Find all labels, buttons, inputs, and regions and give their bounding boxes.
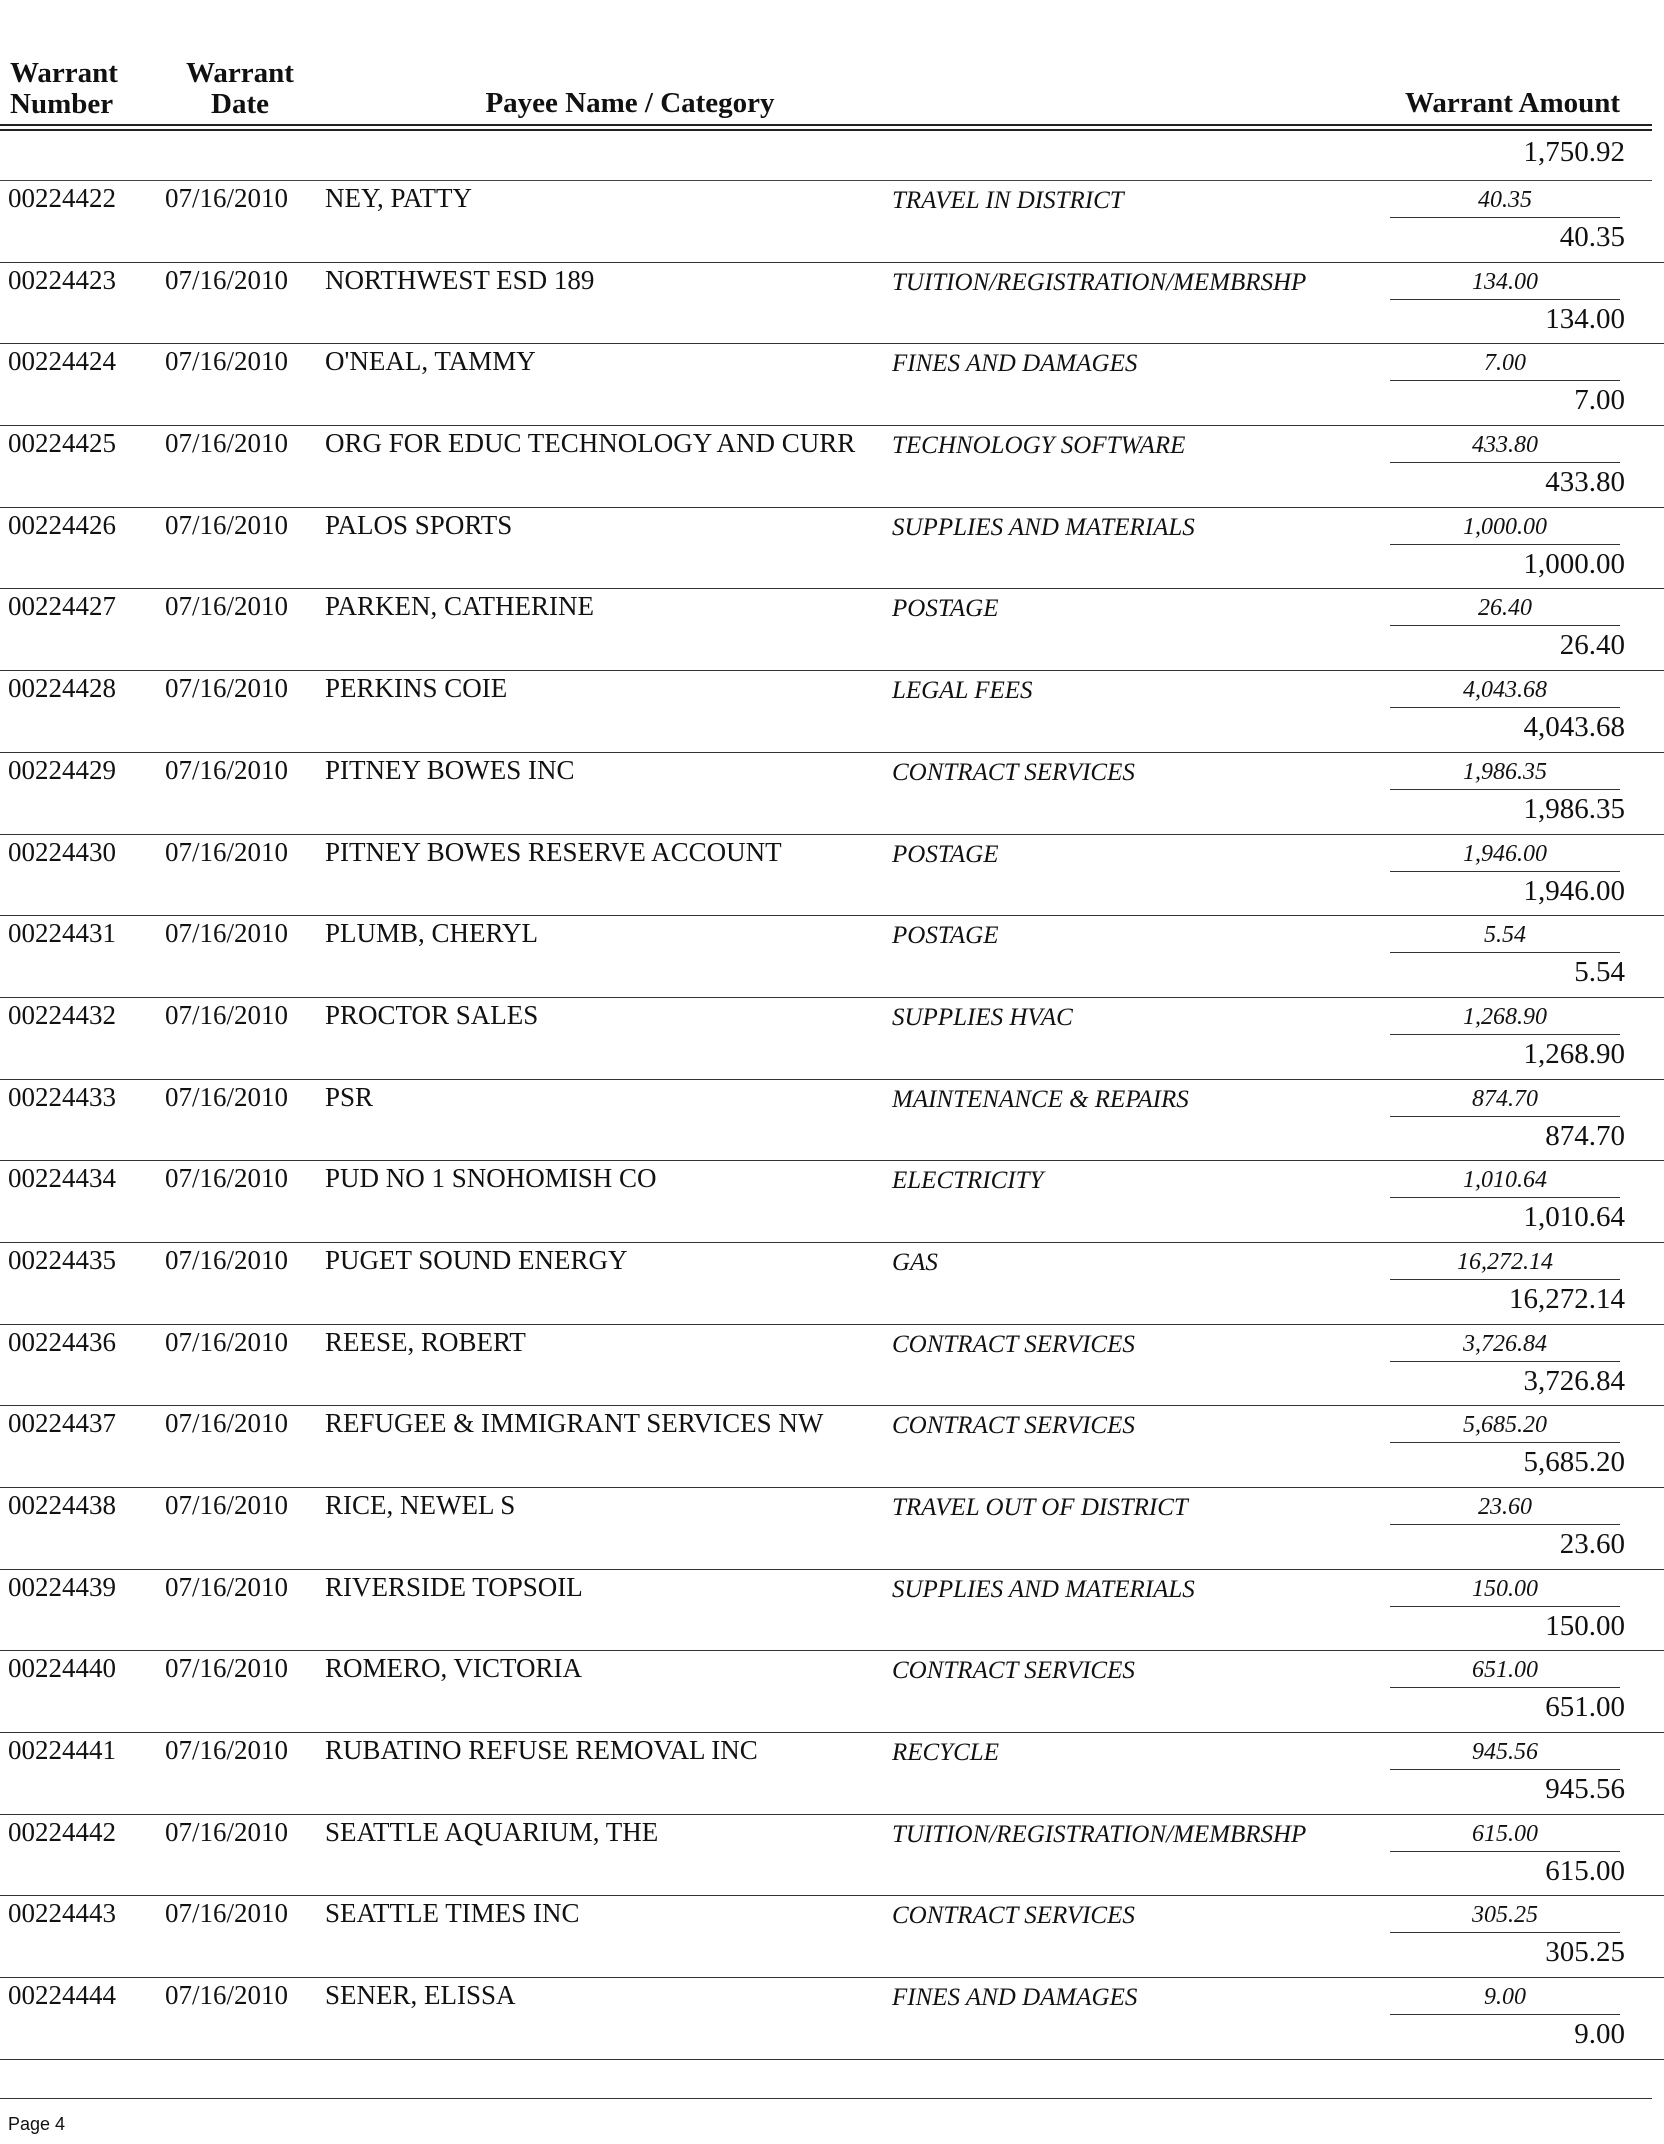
warrant-date: 07/16/2010 [165,1326,289,1357]
category: RECYCLE [892,1739,999,1767]
line-amount: 5.54 [1390,922,1620,953]
category: LEGAL FEES [892,677,1033,705]
line-amount: 433.80 [1390,432,1620,463]
warrant-number: 00224444 [8,1980,116,2011]
category: TRAVEL IN DISTRICT [892,187,1124,214]
table-row [0,181,1664,263]
table-row [0,1243,1664,1325]
table-row [0,1406,1664,1488]
warrant-number: 00224427 [8,591,116,622]
payee-name: REFUGEE & IMMIGRANT SERVICES NW [325,1408,824,1439]
table-row [0,1080,1664,1162]
warrant-date: 07/16/2010 [165,591,289,622]
payee-name: PITNEY BOWES INC [325,754,575,785]
table-row [0,1815,1664,1897]
payee-name: PUD NO 1 SNOHOMISH CO [325,1163,657,1194]
warrant-number: 00224422 [8,183,116,213]
header-double-rule [0,124,1652,131]
payee-name: RIVERSIDE TOPSOIL [325,1571,583,1602]
category: TRAVEL OUT OF DISTRICT [892,1494,1188,1521]
warrant-total: 1,946.00 [1523,874,1625,907]
line-amount: 16,272.14 [1390,1249,1620,1280]
warrant-number: 00224436 [8,1326,116,1357]
line-amount: 1,986.35 [1390,759,1620,790]
payee-name: SEATTLE AQUARIUM, THE [325,1816,659,1847]
table-row [0,1651,1664,1733]
column-header-payee: Payee Name / Category [485,87,775,119]
category: FINES AND DAMAGES [892,350,1138,378]
column-header-warrant-date-line1: Warrant [186,57,294,89]
payee-name: REESE, ROBERT [325,1326,526,1357]
line-amount: 1,946.00 [1390,841,1620,872]
warrant-total: 305.25 [1545,1936,1625,1969]
warrant-date: 07/16/2010 [165,754,289,785]
line-amount: 5,685.20 [1390,1412,1620,1443]
warrant-date: 07/16/2010 [165,673,289,704]
category: ELECTRICITY [892,1167,1044,1195]
payee-name: NORTHWEST ESD 189 [325,264,595,295]
table-row [0,1978,1664,2060]
report-header [0,0,1664,130]
warrant-date: 07/16/2010 [165,918,289,949]
warrant-total: 5,685.20 [1523,1446,1625,1479]
warrant-date: 07/16/2010 [165,1571,289,1602]
line-amount: 134.00 [1390,269,1620,300]
table-row [0,1325,1664,1407]
payee-name: PITNEY BOWES RESERVE ACCOUNT [325,836,782,867]
warrant-number: 00224438 [8,1490,116,1520]
line-amount: 945.56 [1390,1739,1620,1770]
payee-name: PARKEN, CATHERINE [325,591,595,622]
warrant-date: 07/16/2010 [165,428,289,459]
payee-name: PUGET SOUND ENERGY [325,1244,628,1275]
line-amount: 1,000.00 [1390,514,1620,545]
warrant-number: 00224443 [8,1898,116,1929]
column-header-warrant-number [10,58,150,120]
warrant-number: 00224430 [8,836,116,867]
warrant-total: 7.00 [1574,384,1625,417]
warrant-number: 00224431 [8,918,116,949]
warrant-total: 9.00 [1574,2018,1625,2051]
warrant-date: 07/16/2010 [165,1980,289,2011]
warrant-number: 00224423 [8,264,116,295]
warrant-total: 16,272.14 [1509,1282,1625,1315]
table-row [0,344,1664,426]
category: CONTRACT SERVICES [892,1412,1135,1440]
table-row [0,916,1664,998]
warrant-number: 00224426 [8,509,116,540]
warrant-total: 945.56 [1545,1773,1625,1806]
category: SUPPLIES AND MATERIALS [892,513,1195,541]
category: CONTRACT SERVICES [892,1657,1135,1685]
payee-name: NEY, PATTY [325,183,473,213]
line-amount: 9.00 [1390,1984,1620,2015]
line-amount: 1,010.64 [1390,1167,1620,1198]
warrant-number: 00224434 [8,1163,116,1194]
line-amount: 23.60 [1390,1494,1620,1525]
payee-name: ROMERO, VICTORIA [325,1653,583,1684]
category: FINES AND DAMAGES [892,1984,1138,2012]
warrant-total: 26.40 [1559,629,1625,662]
column-header-amount: Warrant Amount [1404,87,1621,119]
table-row [0,835,1664,917]
warrant-number: 00224432 [8,999,116,1030]
line-amount: 3,726.84 [1390,1331,1620,1362]
table-row [0,263,1664,345]
warrant-total: 5.54 [1574,956,1625,989]
warrant-date: 07/16/2010 [165,346,289,377]
warrant-date: 07/16/2010 [165,1898,289,1929]
payee-name: PERKINS COIE [325,673,508,704]
category: SUPPLIES AND MATERIALS [892,1575,1195,1603]
category: SUPPLIES HVAC [892,1003,1073,1031]
warrant-number: 00224442 [8,1816,116,1847]
warrant-number: 00224441 [8,1735,116,1766]
warrant-date: 07/16/2010 [165,183,289,213]
line-amount: 40.35 [1390,187,1620,218]
category: CONTRACT SERVICES [892,758,1135,786]
category: TECHNOLOGY SOFTWARE [892,432,1186,460]
table-row [0,589,1664,671]
category: POSTAGE [892,595,999,623]
column-header-warrant-date-line2: Date [211,88,269,120]
payee-name: SEATTLE TIMES INC [325,1898,580,1929]
category: MAINTENANCE & REPAIRS [892,1085,1189,1113]
payee-name: ORG FOR EDUC TECHNOLOGY AND CURR [325,428,856,459]
table-row [0,426,1664,508]
warrant-number: 00224425 [8,428,116,459]
category: TUITION/REGISTRATION/MEMBRSHP [892,1820,1307,1848]
category: CONTRACT SERVICES [892,1902,1135,1930]
page-number: Page 4 [8,2114,66,2134]
warrant-date: 07/16/2010 [165,264,289,295]
warrant-date: 07/16/2010 [165,1408,289,1439]
warrant-number: 00224424 [8,346,116,377]
payee-name: PSR [325,1081,374,1112]
warrant-total: 1,268.90 [1523,1037,1625,1070]
warrant-date: 07/16/2010 [165,1163,289,1194]
table-row [0,1488,1664,1570]
line-amount: 615.00 [1390,1821,1620,1852]
payee-name: RUBATINO REFUSE REMOVAL INC [325,1735,758,1766]
warrant-date: 07/16/2010 [165,1490,289,1520]
footer-rule [0,2098,1652,2099]
warrant-number: 00224440 [8,1653,116,1684]
line-amount: 150.00 [1390,1576,1620,1607]
warrant-total: 134.00 [1545,302,1625,335]
payee-name: PALOS SPORTS [325,509,513,540]
line-amount: 26.40 [1390,595,1620,626]
category: POSTAGE [892,922,999,950]
warrant-total: 150.00 [1545,1609,1625,1642]
warrant-date: 07/16/2010 [165,836,289,867]
warrant-number: 00224437 [8,1408,116,1439]
warrant-total: 651.00 [1545,1691,1625,1724]
payee-name: PROCTOR SALES [325,999,539,1030]
warrant-total: 615.00 [1545,1854,1625,1887]
warrant-date: 07/16/2010 [165,1816,289,1847]
carry-forward-amount: 1,750.92 [1523,136,1625,168]
payee-name: PLUMB, CHERYL [325,918,539,949]
payee-name: O'NEAL, TAMMY [325,346,536,377]
warrant-total: 3,726.84 [1523,1364,1625,1397]
warrant-total: 433.80 [1545,466,1625,499]
warrant-total: 1,010.64 [1523,1201,1625,1234]
category: CONTRACT SERVICES [892,1330,1135,1358]
line-amount: 4,043.68 [1390,677,1620,708]
warrant-number: 00224435 [8,1244,116,1275]
line-amount: 1,268.90 [1390,1004,1620,1035]
table-row [0,671,1664,753]
warrant-date: 07/16/2010 [165,509,289,540]
line-amount: 874.70 [1390,1086,1620,1117]
category: POSTAGE [892,840,999,868]
warrant-date: 07/16/2010 [165,999,289,1030]
warrant-total: 4,043.68 [1523,711,1625,744]
line-amount: 305.25 [1390,1902,1620,1933]
column-header-warrant-date [170,58,310,120]
warrant-total: 874.70 [1545,1119,1625,1152]
line-amount: 7.00 [1390,350,1620,381]
table-row [0,1570,1664,1652]
warrant-total: 1,986.35 [1523,792,1625,825]
warrant-total: 40.35 [1559,221,1625,253]
category: TUITION/REGISTRATION/MEMBRSHP [892,268,1307,296]
warrant-number: 00224429 [8,754,116,785]
warrant-date: 07/16/2010 [165,1735,289,1766]
warrant-number: 00224428 [8,673,116,704]
payee-name: RICE, NEWEL S [325,1490,516,1520]
warrant-date: 07/16/2010 [165,1244,289,1275]
category: GAS [892,1248,938,1276]
line-amount: 651.00 [1390,1657,1620,1688]
table-row [0,1161,1664,1243]
payee-name: SENER, ELISSA [325,1980,516,2011]
table-row [0,998,1664,1080]
warrant-date: 07/16/2010 [165,1081,289,1112]
warrant-table-body [0,181,1664,2060]
column-header-warrant-number-line1: Warrant [10,57,118,89]
table-row [0,1896,1664,1978]
warrant-number: 00224433 [8,1081,116,1112]
warrant-number: 00224439 [8,1571,116,1602]
table-row [0,753,1664,835]
table-row [0,508,1664,590]
warrant-total: 23.60 [1559,1528,1625,1560]
table-row [0,1733,1664,1815]
column-header-warrant-number-line2: Number [10,88,114,120]
warrant-date: 07/16/2010 [165,1653,289,1684]
warrant-total: 1,000.00 [1523,547,1625,580]
